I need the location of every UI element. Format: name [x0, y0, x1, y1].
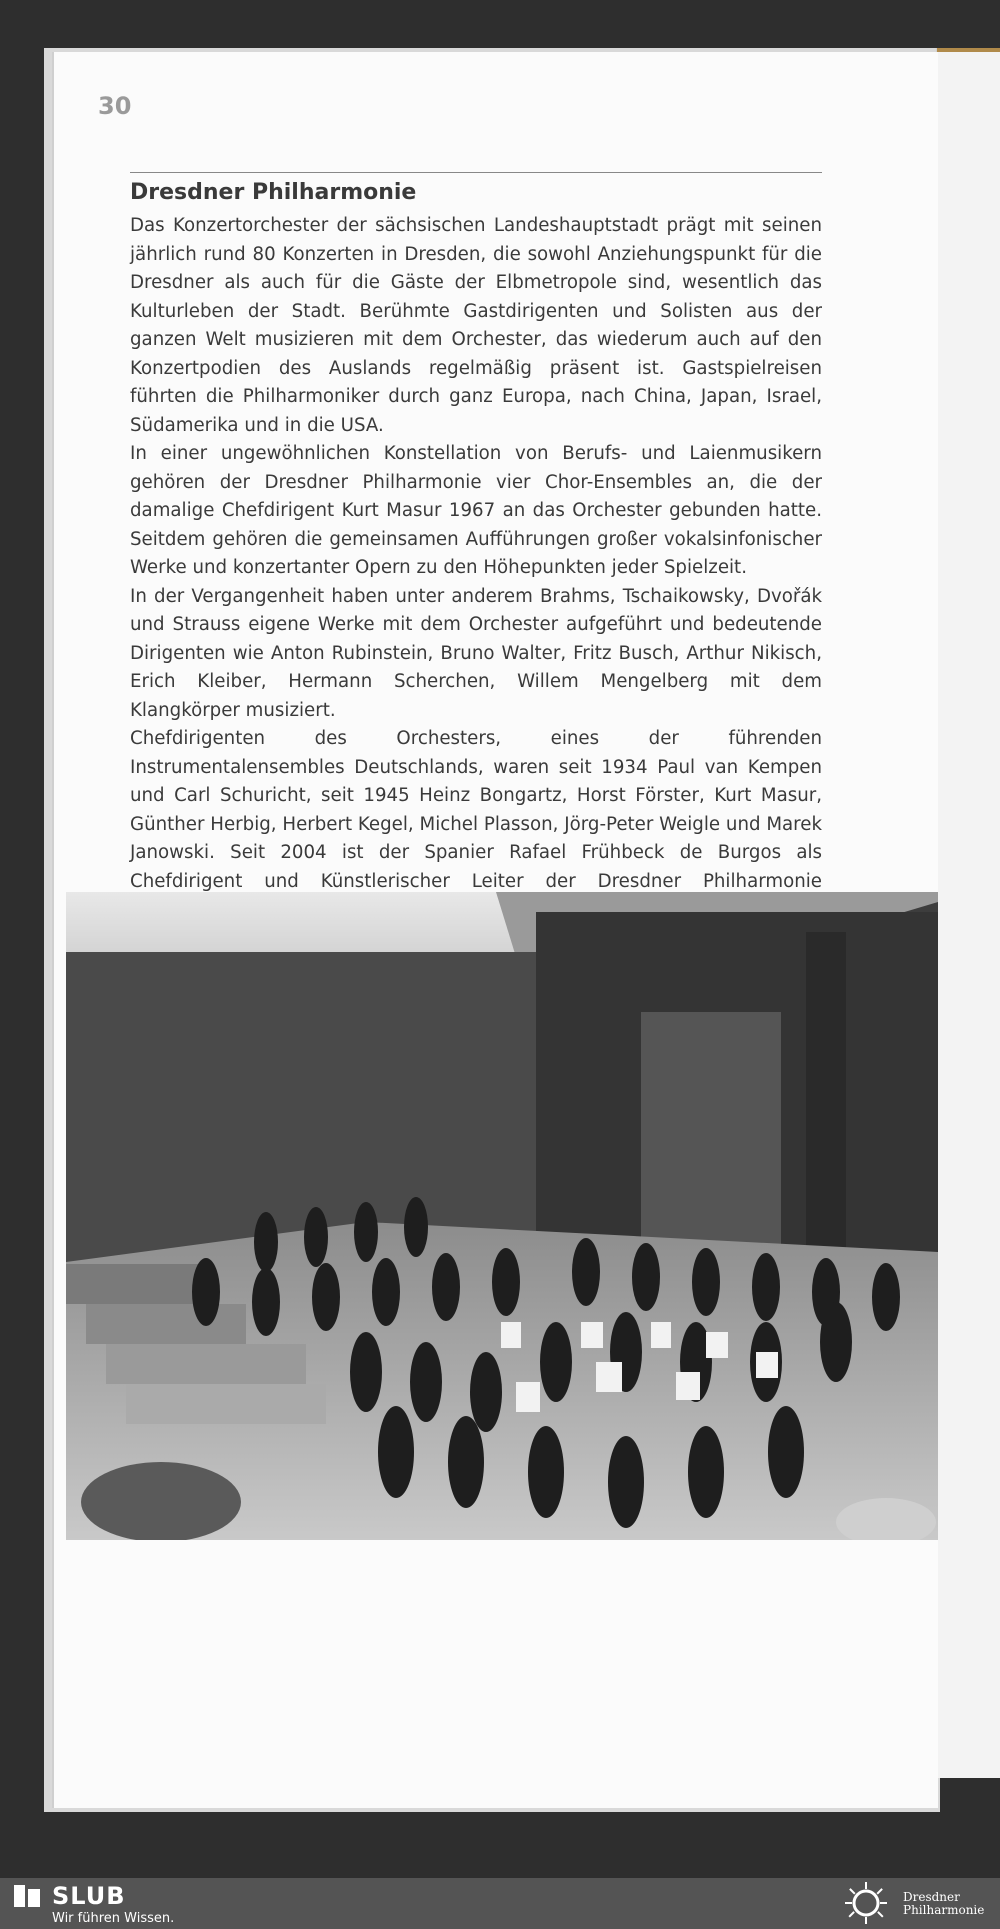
paragraph: In einer ungewöhnlichen Konstellation von Berufs- und Laienmusikern gehören der Dresdner Philharmonie vier Chor-Ensembles an, die der damalige Chefdirigent Kurt Masur 1967 an das Orchester gebunden hatte. Seitdem gehören die gemeinsamen Aufführungen großer vokalsinfonischer Werke und konzertanter Opern zu den Höhepunkten jeder Spielzeit. — [130, 443, 822, 578]
partner-name-line1: Dresdner — [903, 1890, 960, 1904]
partner-name — [903, 1891, 998, 1917]
paragraph: Das Konzertorchester der sächsischen Landeshauptstadt prägt mit seinen jährlich rund 80 Konzerten in Dresden, die sowohl Anziehungspunkt für die Dresdner als auch für die Gäste der Elbmetropole sind, wesentlich das Kulturleben der Stadt. Berühmte Gastdirigenten und Solisten aus der ganzen Welt musizieren mit dem Orchester, das wiederum auch auf den Konzertpodien des Auslands regelmäßig präsent ist. Gastspielreisen führten die Philharmoniker durch ganz Europa, nach China, Japan, Israel, Südamerika und in die USA. — [130, 215, 822, 436]
page-number: 30 — [98, 92, 132, 120]
footer-bar — [0, 1878, 1000, 1929]
next-page-edge — [936, 48, 1000, 1778]
paragraph: Chefdirigenten des Orchesters, eines der führenden Instrumentalensembles Deutschlands, waren seit 1934 Paul van Kempen und Carl Schuricht, seit 1945 Heinz Bongartz, Horst Förster, Kurt Masur, Günther Herbig, Herbert Kegel, Michel Plasson, Jörg-Peter Weigle und Marek Janowski. Seit 2004 ist der Spanier Rafael Frühbeck de Burgos als Chefdirigent und Künstlerischer Leiter der Dresdner Philharmonie — [130, 728, 822, 892]
document-page — [52, 52, 938, 1808]
bookmark-tab — [937, 48, 1000, 52]
orchestra-photo — [66, 892, 938, 1540]
body-text — [130, 212, 822, 925]
bleed-through — [130, 1552, 830, 1580]
page-title: Dresdner Philharmonie — [130, 180, 417, 205]
slub-logo-icon — [14, 1885, 40, 1907]
library-name: SLUB — [52, 1882, 126, 1910]
paragraph: In der Vergangenheit haben unter anderem Brahms, Tschaikowsky, Dvořák und Strauss eigene Werke mit dem Orchester aufgeführt und bedeutende Dirigenten wie Anton Rubinstein, Bruno Walter, Fritz Busch, Arthur Nikisch, Erich Kleiber, Hermann Scherchen, Willem Mengelberg mit dem Klangkörper musiziert. — [130, 585, 822, 721]
partner-name-line2: Philharmonie — [903, 1903, 985, 1917]
title-rule — [130, 172, 822, 173]
philharmonie-logo-icon — [840, 1880, 892, 1926]
library-tagline: Wir führen Wissen. — [52, 1911, 175, 1926]
